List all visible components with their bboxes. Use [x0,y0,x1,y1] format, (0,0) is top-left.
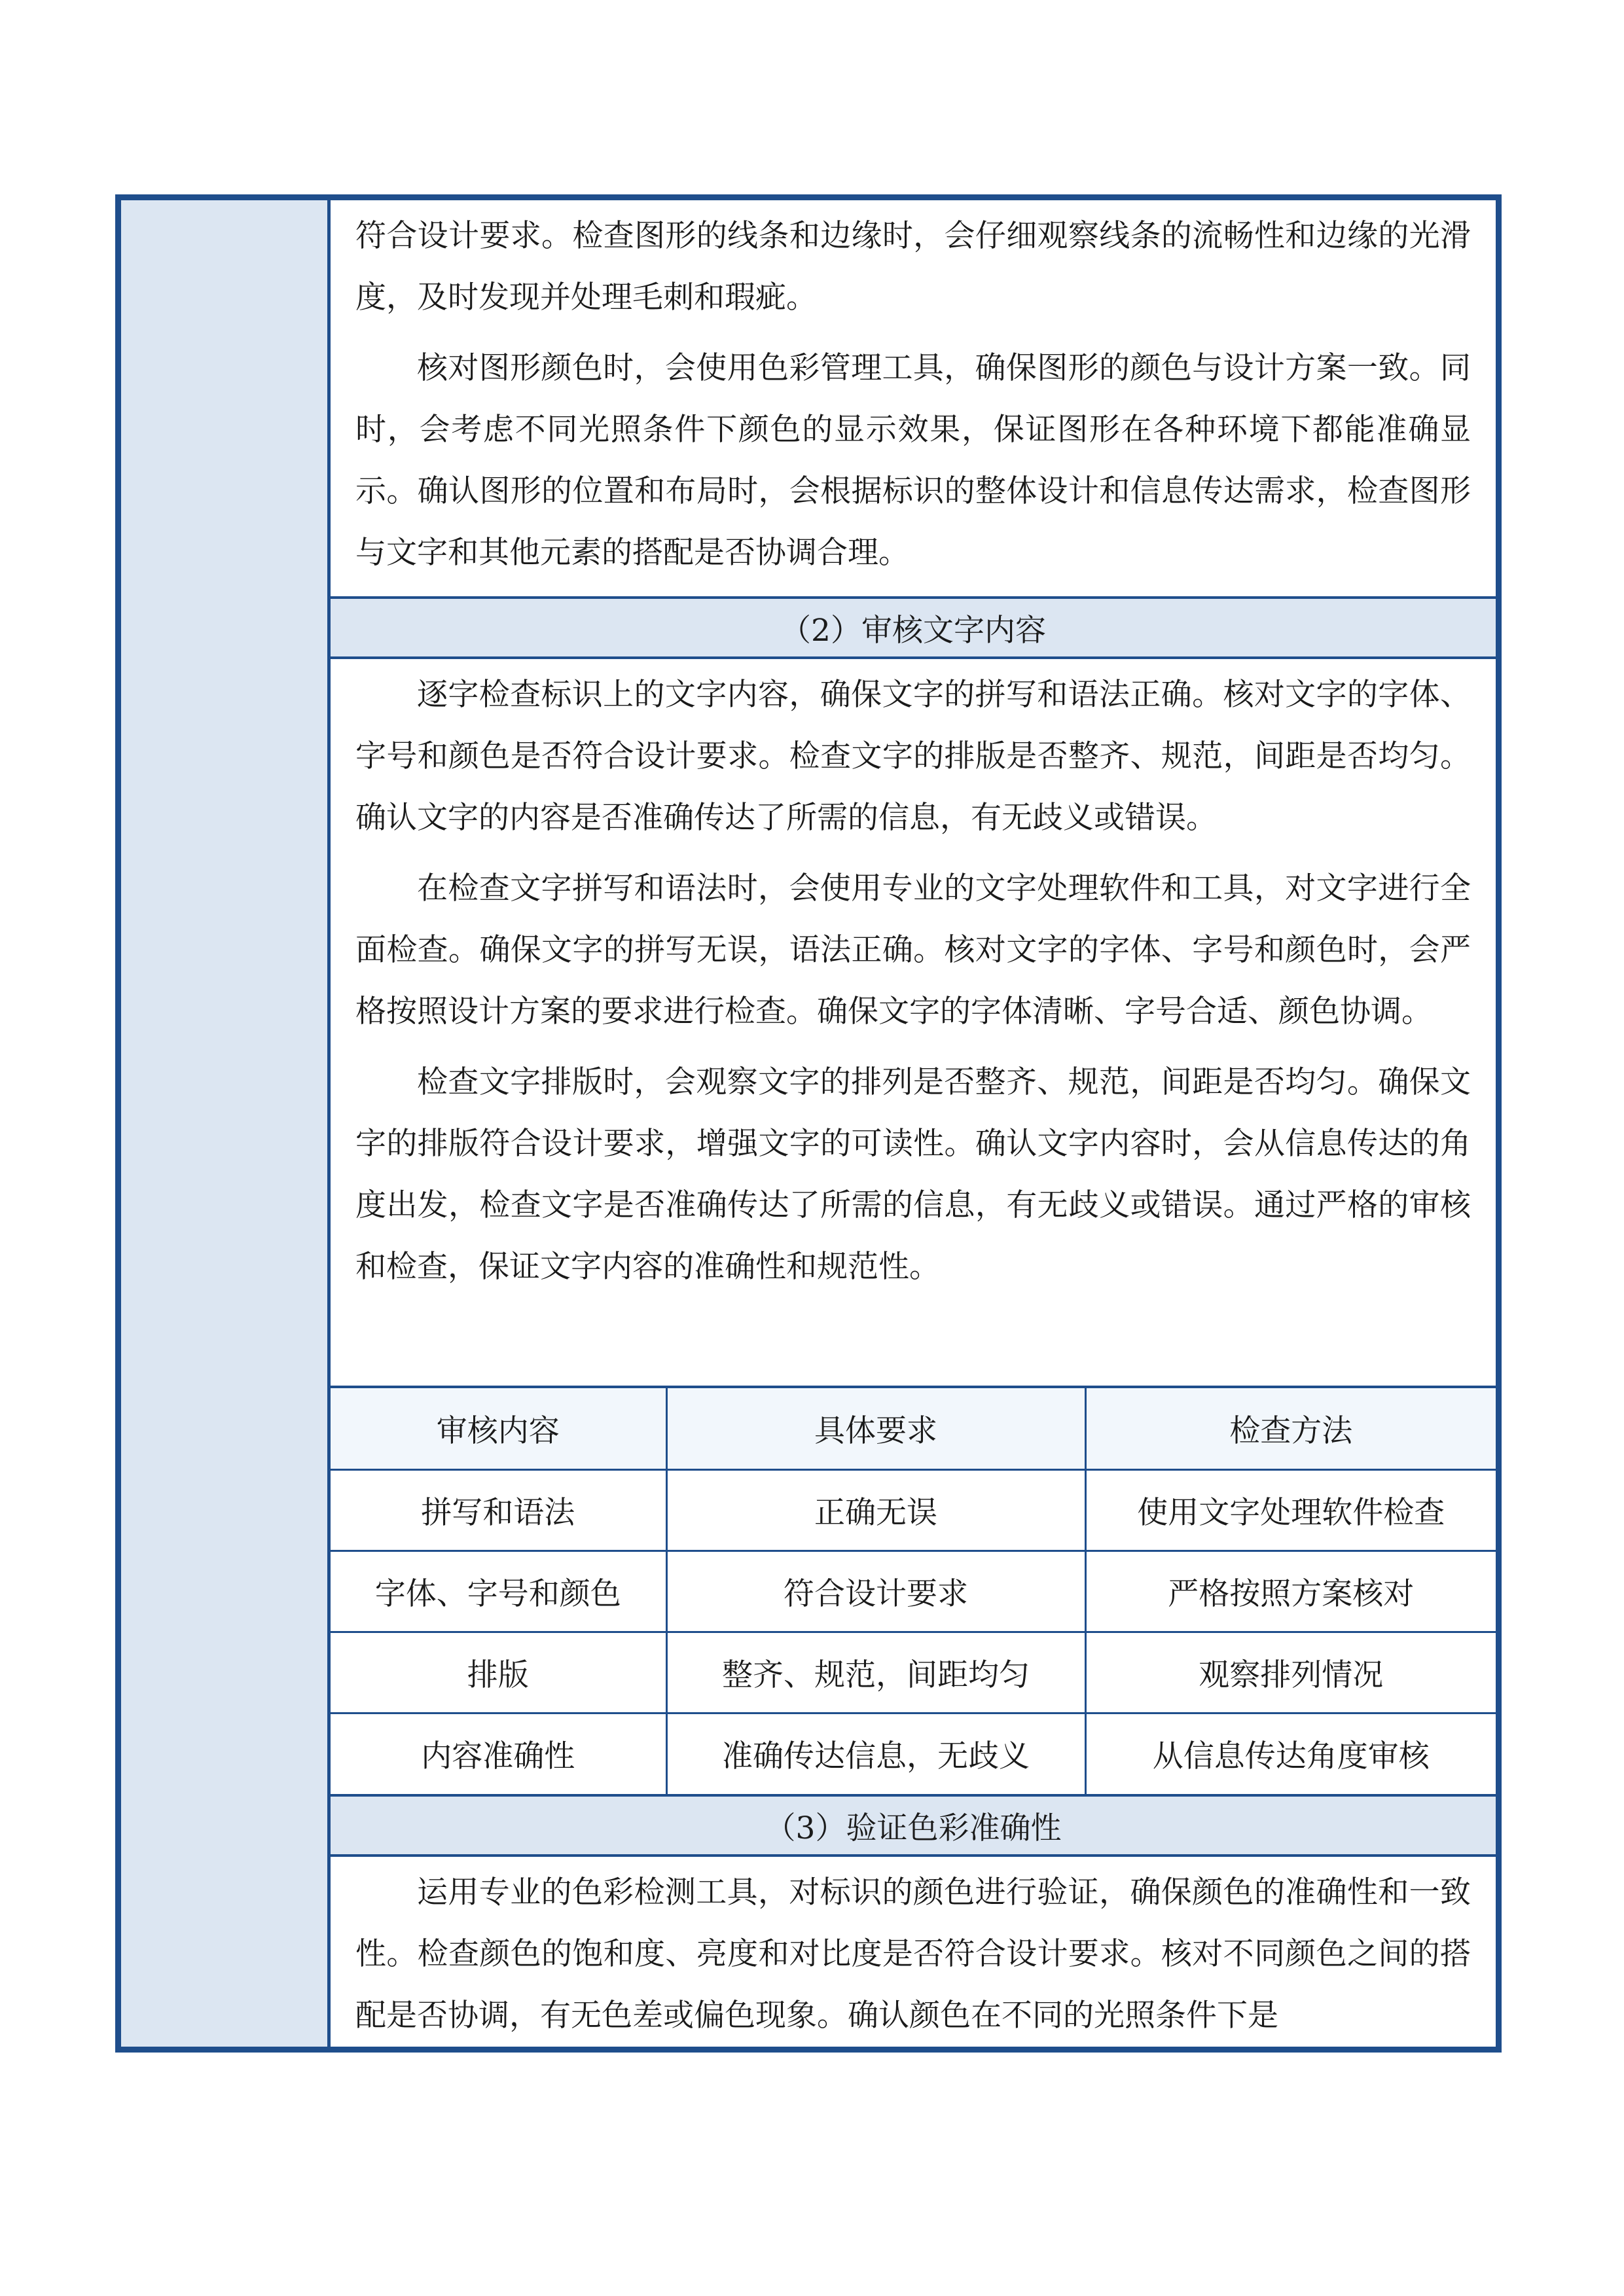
content-column [331,200,1496,2047]
left-category-column [121,200,331,2047]
table-cell: 拼写和语法 [331,1469,666,1551]
section-1-body [331,200,1496,596]
paragraph: 在检查文字拼写和语法时，会使用专业的文字处理软件和工具，对文字进行全面检查。确保文字的拼写无误，语法正确。核对文字的字体、字号和颜色时，会严格按照设计方案的要求进行检查。确保文字的字体清晰、字号合适、颜色协调。 [355,870,1471,1030]
table-header-cell: 检查方法 [1085,1388,1496,1469]
paragraph: 核对图形颜色时，会使用色彩管理工具，确保图形的颜色与设计方案一致。同时，会考虑不同光照条件下颜色的显示效果，保证图形在各种环境下都能准确显示。确认图形的位置和布局时，会根据标识的整体设计和信息传达需求，检查图形与文字和其他元素的搭配是否协调合理。 [355,350,1471,571]
section-2-heading: （2）审核文字内容 [331,596,1496,659]
table-cell: 内容准确性 [421,1738,575,1775]
table-row [331,1551,1496,1632]
table-header-cell: 审核内容 [331,1388,666,1469]
section-3-heading: （3）验证色彩准确性 [331,1794,1496,1857]
table-cell: 排版 [331,1632,666,1713]
table-cell: 使用文字处理软件检查 [1085,1469,1496,1551]
table-header-cell: 具体要求 [666,1388,1085,1469]
table-cell: 符合设计要求 [666,1551,1085,1632]
table-cell: 从信息传达角度审核 [1085,1713,1496,1794]
table-row [331,1632,1496,1713]
table-row [331,1469,1496,1551]
table-cell: 整齐、规范，间距均匀 [666,1632,1085,1713]
review-table [331,1386,1496,1794]
paragraph: 符合设计要求。检查图形的线条和边缘时，会仔细观察线条的流畅性和边缘的光滑度，及时发现并处理毛刺和瑕疵。 [355,218,1471,315]
paragraph: 运用专业的色彩检测工具，对标识的颜色进行验证，确保颜色的准确性和一致性。检查颜色的饱和度、亮度和对比度是否符合设计要求。核对不同颜色之间的搭配是否协调，有无色差或偏色现象。确认颜色在不同的光照条件下是 [355,1874,1471,2034]
section-2-body [331,659,1496,1386]
document-frame [115,194,1502,2053]
table-cell: 观察排列情况 [1085,1632,1496,1713]
table-row [331,1713,1496,1794]
table-cell: 正确无误 [666,1469,1085,1551]
table-cell: 准确传达信息，无歧义 [666,1713,1085,1794]
paragraph: 逐字检查标识上的文字内容，确保文字的拼写和语法正确。核对文字的字体、字号和颜色是否符合设计要求。检查文字的排版是否整齐、规范，间距是否均匀。确认文字的内容是否准确传达了所需的信息，有无歧义或错误。 [355,677,1471,836]
section-3-body [331,1857,1496,2047]
table-cell: 字体、字号和颜色 [331,1551,666,1632]
paragraph: 检查文字排版时，会观察文字的排列是否整齐、规范，间距是否均匀。确保文字的排版符合设计要求，增强文字的可读性。确认文字内容时，会从信息传达的角度出发，检查文字是否准确传达了所需的信息，有无歧义或错误。通过严格的审核和检查，保证文字内容的准确性和规范性。 [355,1064,1471,1285]
table-cell: 严格按照方案核对 [1085,1551,1496,1632]
table-header-row [331,1388,1496,1469]
